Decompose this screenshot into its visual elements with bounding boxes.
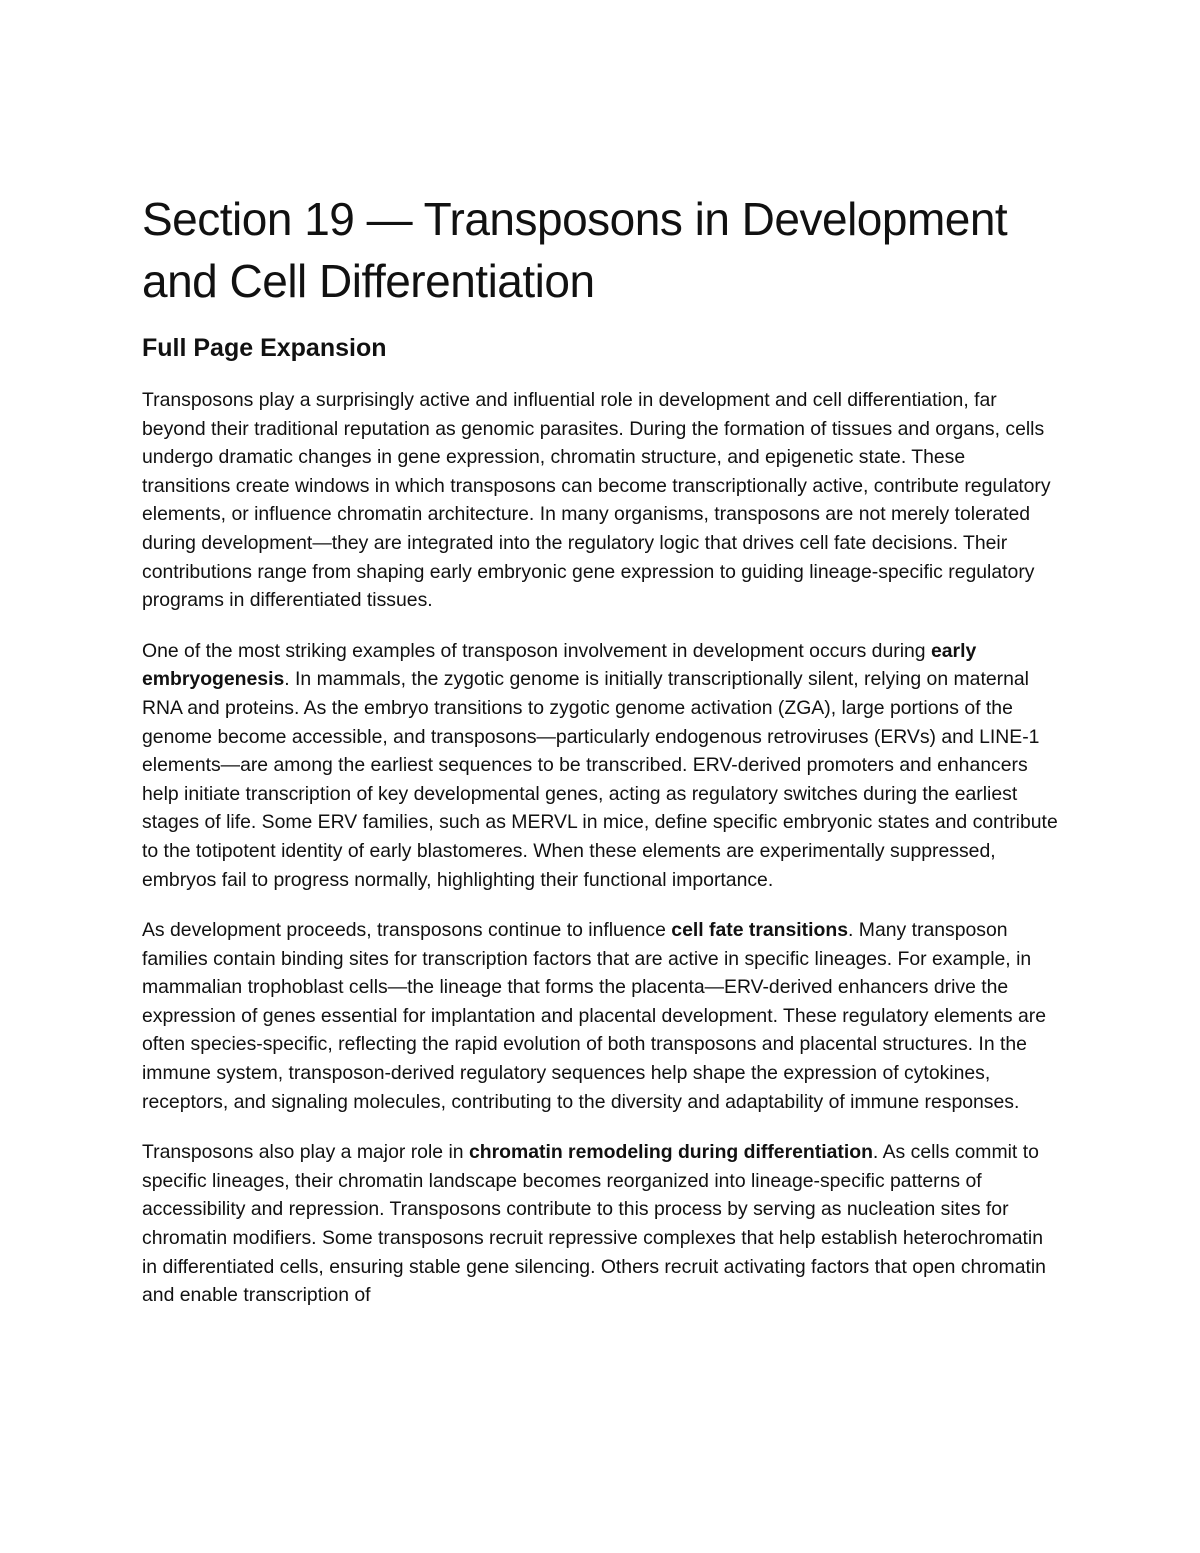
paragraph-emphasis: cell fate transitions [671, 919, 849, 942]
paragraph-emphasis: chromatin remodeling during differentiation [468, 1141, 873, 1164]
paragraph-intro [142, 386, 1058, 615]
paragraph-cell-fate [142, 916, 1058, 1116]
paragraph-text: Transposons play a surprisingly active and influential role in development and cell differentiation, far beyond their traditional reputation as genomic parasites. During the formation of tissues and organs, cells undergo dramatic changes in gene expression, chromatin structure, and epigenetic state. These transitions create windows in which transposons can become transcriptionally active, contribute regulatory elements, or influence chromatin architecture. In many organisms, transposons are not merely tolerated during development—they are integrated into the regulatory logic that drives cell fate decisions. Their contributions range from shaping early embryonic gene expression to guiding lineage-specific regulatory programs in differentiated tissues. [142, 389, 1051, 612]
section-subtitle: Full Page Expansion [142, 334, 387, 362]
document-page [142, 188, 1058, 1332]
page-title: Section 19 — Transposons in Development and Cell Differentiation [142, 193, 1008, 307]
paragraph-text-after: . In mammals, the zygotic genome is initially transcriptionally silent, relying on maternal RNA and proteins. As the embryo transitions to zygotic genome activation (ZGA), large portions of the genome become accessible, and transposons—particularly endogenous retroviruses (ERVs) and LINE-1 elements—are among the earliest sequences to be transcribed. ERV-derived promoters and enhancers help initiate transcription of key developmental genes, acting as regulatory switches during the earliest stages of life. Some ERV families, such as MERVL in mice, define specific embryonic states and contribute to the totipotent identity of early blastomeres. When these elements are experimentally suppressed, embryos fail to progress normally, highlighting their functional importance. [142, 668, 1058, 891]
paragraph-chromatin [142, 1138, 1058, 1310]
paragraph-text-after: . Many transposon families contain binding sites for transcription factors that are active in specific lineages. For example, in mammalian trophoblast cells—the lineage that forms the placenta—ERV-derived enhancers drive the expression of genes essential for implantation and placental development. These regulatory elements are often species-specific, reflecting the rapid evolution of both transposons and placental structures. In the immune system, transposon-derived regulatory sequences help shape the expression of cytokines, receptors, and signaling molecules, contributing to the diversity and adaptability of immune responses. [142, 919, 1047, 1113]
paragraph-text-before: Transposons also play a major role in [142, 1141, 469, 1164]
paragraph-embryogenesis [142, 637, 1058, 894]
paragraph-text-before: As development proceeds, transposons continue to influence [142, 919, 672, 942]
paragraph-emphasis: early embryogenesis [142, 639, 977, 691]
paragraph-text-after: . As cells commit to specific lineages, their chromatin landscape becomes reorganized into lineage-specific patterns of accessibility and repression. Transposons contribute to this process by serving as nucleation sites for chromatin modifiers. Some transposons recruit repressive complexes that help establish heterochromatin in differentiated cells, ensuring stable gene silencing. Others recruit activating factors that open chromatin and enable transcription of [142, 1141, 1046, 1307]
paragraph-text-before: One of the most striking examples of transposon involvement in development occurs during [142, 639, 931, 662]
